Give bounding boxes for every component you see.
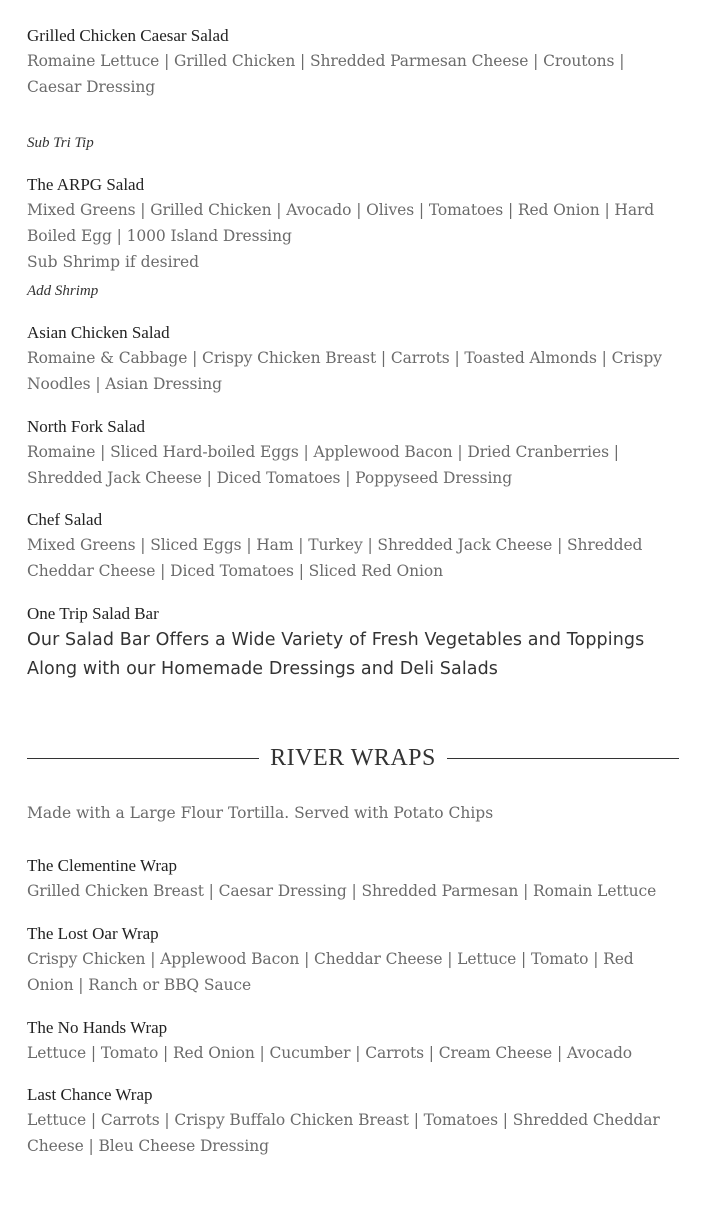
item-description: Mixed Greens | Grilled Chicken | Avocado | Olives | Tomatoes | Red Onion | Hard Boiled Egg | 1000 Island Dressing: [27, 201, 655, 245]
menu-item-clementine-wrap: [27, 854, 679, 904]
item-note: Sub Shrimp if desired: [27, 253, 200, 271]
section-heading-river-wraps: [27, 743, 679, 773]
item-title: Last Chance Wrap: [27, 1085, 153, 1104]
item-option: Sub Tri Tip: [27, 135, 94, 151]
menu-item-grilled-chicken-caesar-salad: [27, 24, 679, 100]
item-title: Chef Salad: [27, 510, 103, 529]
item-title: One Trip Salad Bar: [27, 604, 159, 623]
item-option: Add Shrimp: [27, 283, 99, 299]
item-description: Crispy Chicken | Applewood Bacon | Cheddar Cheese | Lettuce | Tomato | Red Onion | Ranch or BBQ Sauce: [27, 950, 634, 994]
item-description: Grilled Chicken Breast | Caesar Dressing | Shredded Parmesan | Romain Lettuce: [27, 882, 657, 900]
menu-item-asian-chicken-salad: [27, 321, 679, 397]
item-description: Romaine Lettuce | Grilled Chicken | Shredded Parmesan Cheese | Croutons | Caesar Dressing: [27, 52, 625, 96]
menu-item-chef-salad: [27, 508, 679, 584]
item-title: The No Hands Wrap: [27, 1018, 168, 1037]
divider-right: [447, 758, 679, 759]
item-title: Asian Chicken Salad: [27, 323, 170, 342]
item-title: The Clementine Wrap: [27, 856, 178, 875]
menu-item-option-sub-tri-tip: [27, 133, 679, 153]
divider-left: [27, 758, 259, 759]
menu-item-no-hands-wrap: [27, 1016, 679, 1066]
item-description: Romaine & Cabbage | Crispy Chicken Breast | Carrots | Toasted Almonds | Crispy Noodles | Asian Dressing: [27, 349, 662, 393]
item-description: Lettuce | Carrots | Crispy Buffalo Chicken Breast | Tomatoes | Shredded Cheddar Cheese | Bleu Cheese Dressing: [27, 1111, 660, 1155]
item-description: Lettuce | Tomato | Red Onion | Cucumber | Carrots | Cream Cheese | Avocado: [27, 1044, 633, 1062]
menu-item-last-chance-wrap: [27, 1083, 679, 1159]
menu-item-arpg-salad: [27, 173, 679, 275]
item-description: Romaine | Sliced Hard-boiled Eggs | Applewood Bacon | Dried Cranberries | Shredded Jack Cheese | Diced Tomatoes | Poppyseed Dressing: [27, 443, 619, 487]
item-description: Our Salad Bar Offers a Wide Variety of Fresh Vegetables and Toppings Along with our Homemade Dressings and Deli Salads: [27, 630, 645, 679]
section-title: RIVER WRAPS: [270, 744, 436, 771]
item-description: Mixed Greens | Sliced Eggs | Ham | Turkey | Shredded Jack Cheese | Shredded Cheddar Cheese | Diced Tomatoes | Sliced Red Onion: [27, 536, 643, 580]
menu-item-option-add-shrimp: [27, 281, 679, 301]
menu-item-north-fork-salad: [27, 415, 679, 491]
item-title: Grilled Chicken Caesar Salad: [27, 26, 229, 45]
item-title: The ARPG Salad: [27, 175, 145, 194]
item-title: North Fork Salad: [27, 417, 146, 436]
item-title: The Lost Oar Wrap: [27, 924, 159, 943]
menu-item-lost-oar-wrap: [27, 922, 679, 998]
section-intro: Made with a Large Flour Tortilla. Served with Potato Chips: [27, 804, 494, 822]
menu-item-one-trip-salad-bar: [27, 602, 679, 684]
